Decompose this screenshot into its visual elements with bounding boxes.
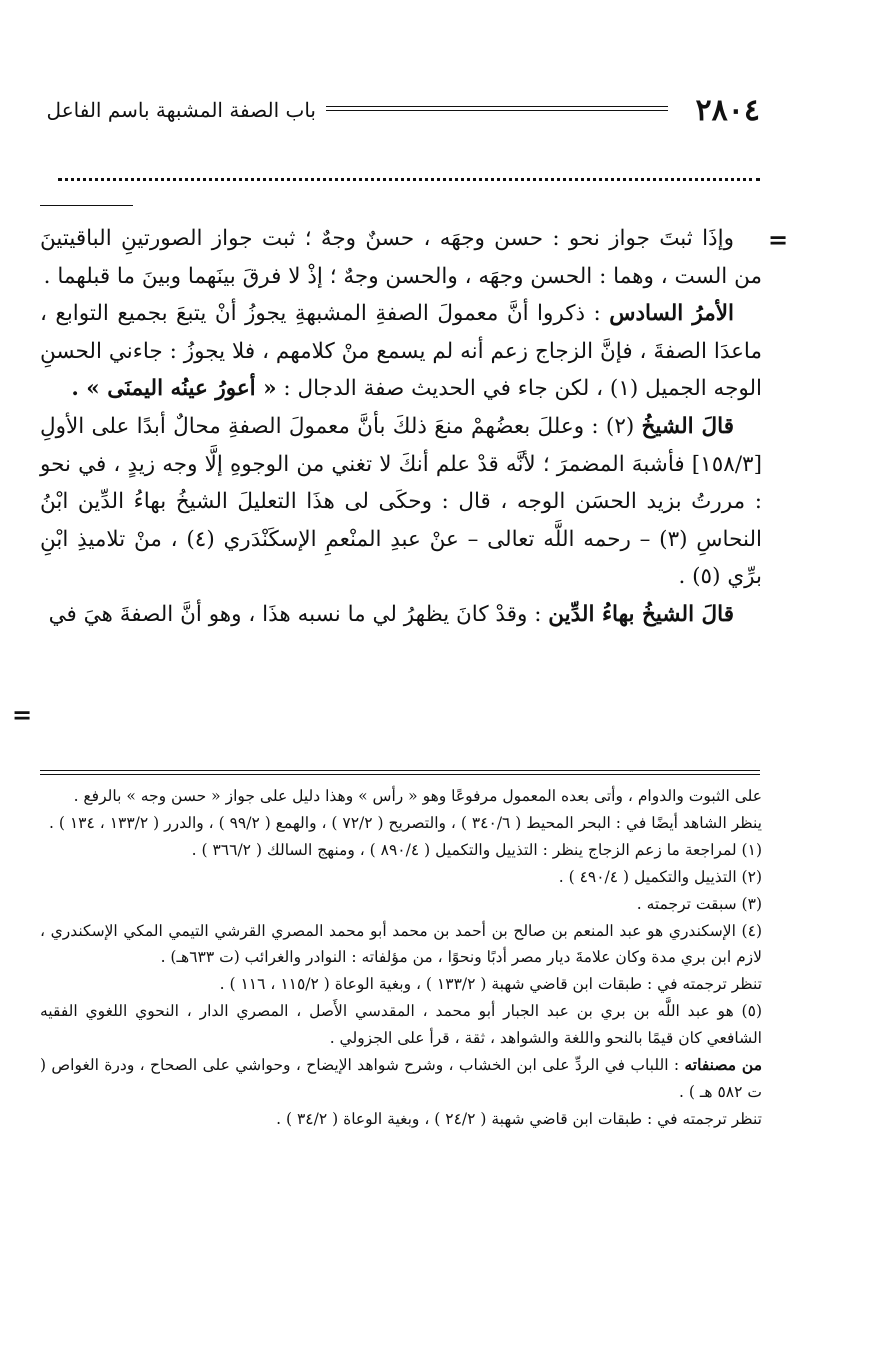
paragraph-4-heading: قالَ الشيخُ بهاءُ الدِّين (548, 601, 734, 627)
footnote-5-reference (40, 1106, 762, 1133)
footnotes (40, 783, 762, 1133)
footnote-2: (٢) التذييل والتكميل ( ٤٩٠/٤ ) . (558, 867, 762, 886)
footnote-5-reference-label: تنظر ترجمته في (657, 1109, 762, 1128)
short-rule (40, 205, 133, 206)
footnote-sources (40, 810, 762, 837)
page-number: ٢٨٠٤ (695, 93, 760, 128)
footnote-5-works-label: من مصنفاته (684, 1055, 763, 1075)
footnote-1: (١) لمراجعة ما زعم الزجاج ينظر : التذييل والتكميل ( ٨٩٠/٤ ) ، ومنهج السالك ( ٣٦٦/٢ ) . (191, 840, 762, 859)
continuation-mark-top: = (768, 226, 789, 254)
footnote-5-works-text: : اللباب في الردِّ على ابن الخشاب ، وشرح شواهد الإيضاح ، وحواشي على الصحاح ، ودرة الغواص ( ت ٥٨٢ هـ ) . (40, 1056, 762, 1101)
header-rule (326, 106, 668, 111)
footnote-4-reference-text: : طبقات ابن قاضي شهبة ( ١٣٣/٢ ) ، وبغية الوعاة ( ١١٥/٢ ، ١١٦ ) . (219, 975, 653, 994)
footnote-3: (٣) سبقت ترجمته . (636, 894, 762, 913)
footnote-5-reference-text: : طبقات ابن قاضي شهبة ( ٢٤/٢ ) ، وبغية الوعاة ( ٣٤/٢ ) . (276, 1109, 653, 1128)
paragraph-4-text: : وقدْ كانَ يظهرُ لي ما نسبه هذَا ، وهو أنَّ الصفةَ هيَ في (48, 601, 542, 627)
running-header (40, 92, 760, 132)
paragraph-2-text: : ذكروا أنَّ معمولَ الصفةِ المشبهةِ يجوزُ أنْ يتبعَ بجميع التوابع ، ماعدَا الصفةَ ، فإنَّ الزجاج زعم أنه لم يسمع منْ كلامهم ، فلا يجوزُ : جاءني الحسنِ الوجه الجميل (١) ، لكن جاء في الحديث صفة الدجال : (40, 301, 762, 402)
paragraph-2-heading: الأمرُ السادس (609, 301, 734, 327)
paragraph-3-heading: قالَ الشيخُ (641, 413, 734, 439)
footnote-rule (40, 770, 760, 775)
footnote-5-works (40, 1052, 762, 1106)
paragraph-2 (40, 295, 762, 408)
footnote-5: (٥) هو عبد اللَّه بن بري بن عبد الجبار أبو محمد ، المقدسي الأَصل ، المصري الدار ، النحوي اللغوي الفقيه الشافعي كان قيمًا بالنحو واللغة والشواهد ، ثقة ، قرأ على الجزولي . (40, 1002, 762, 1048)
paragraph-3 (40, 408, 762, 596)
paragraph-1: وإذَا ثبتَ جواز نحو : حسن وجهَه ، حسنٌ وجهٌ ؛ ثبت جواز الصورتينِ الباقيتينَ من الست ، وهما : الحسن وجهَه ، والحسن وجهٌ ؛ إذْ لا فرقَ بينَهما وبينَ ما قبلهما . (40, 226, 762, 289)
continuation-mark-bottom: = (12, 701, 33, 729)
hadith-quote: « أعورُ عينُه اليمنَى » . (71, 376, 277, 402)
footnote-sources-text: : البحر المحيط ( ٣٤٠/٦ ) ، والتصريح ( ٧٢/٢ ) ، والهمع ( ٩٩/٢ ) ، والدرر ( ١٣٣/٢ ، ١٣٤ ) . (49, 813, 622, 832)
footnote-4-reference-label: تنظر ترجمته في (657, 975, 762, 994)
footnote-4-reference (40, 971, 762, 998)
paragraph-4 (40, 596, 762, 634)
dotted-separator (58, 168, 760, 181)
paragraph-3-text: (٢) : وعللَ بعضُهمْ منعَ ذلكَ بأنَّ معمولَ الصفةِ محالٌ أبدًا على الأولِ [١٥٨/٣] فأشبهَ المضمرَ ؛ لأنَّه قدْ علم أنكَ لا تغني من الوجوهِ إلَّا وجه زيدٍ ، في نحو : مررتُ بزيد الحسَن الوجه ، قال : وحكَى لى هذَا التعليلَ الشيخُ بهاءُ الدِّين ابْنُ النحاسِ (٣) – رحمه اللَّه تعالى – عنْ عبدِ المنْعمِ الإسكَنْدَري (٤) ، منْ تلاميذِ ابْنِ برِّي (٥) . (40, 413, 762, 590)
footnote-sources-label: ينظر الشاهد أيضًا في (625, 813, 762, 832)
footnote-4: (٤) الإسكندري هو عبد المنعم بن صالح بن أحمد بن محمد أبو محمد المصري القرشي التيمي المكي الإسكندري ، لازم ابن بري مدة وكان علامةَ ديار مصر أدبًا ونحوًا ، من مؤلفاته : النوادر والغرائب (ت ٦٣٣هـ) . (40, 921, 762, 967)
main-text (40, 220, 762, 634)
chapter-title: باب الصفة المشبهة باسم الفاعل (46, 98, 316, 122)
footnote-carryover: على الثبوت والدوام ، وأتى بعده المعمول مرفوعًا وهو « رأس » وهذا دليل على جواز « حسن وجه » بالرفع . (73, 787, 762, 805)
